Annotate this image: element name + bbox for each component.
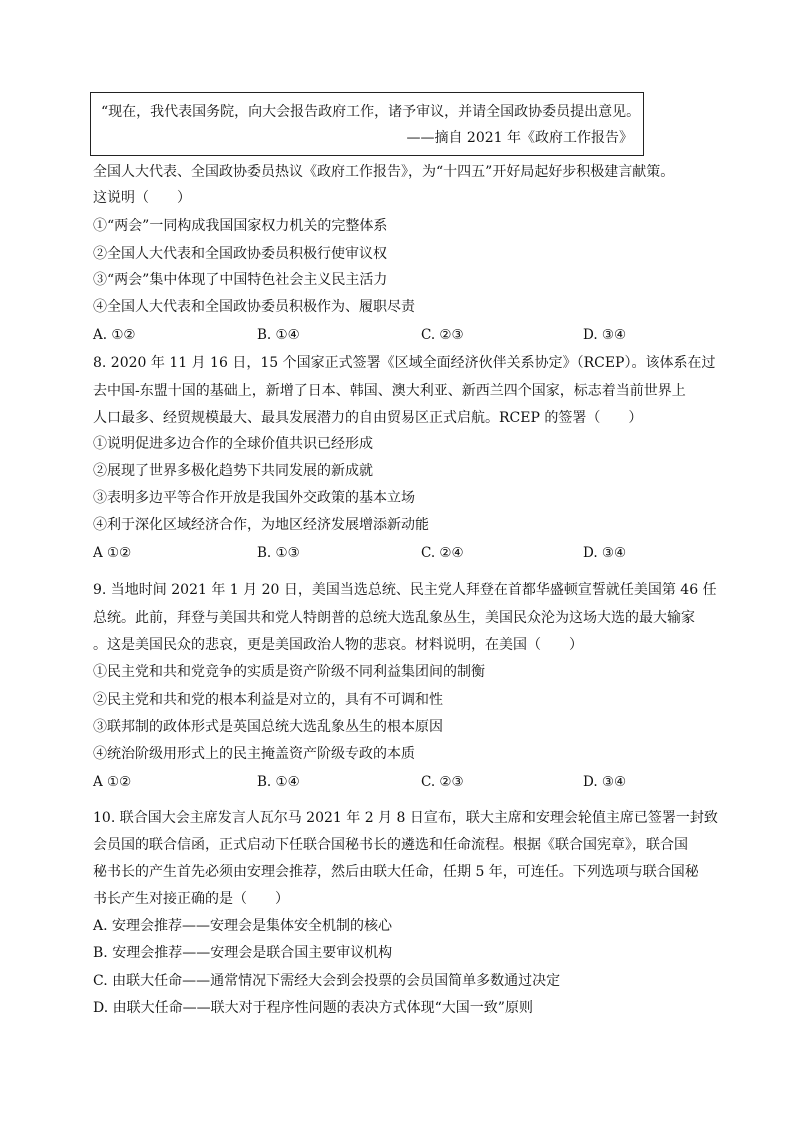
q9-statement-3: ③联邦制的政体形式是英国总统大选乱象丛生的根本原因: [93, 719, 443, 735]
q10-choice-b[interactable]: B. 安理会推荐——安理会是联合国主要审议机构: [93, 945, 393, 961]
quote-text: “现在，我代表国务院，向大会报告政府工作，诸予审议，并请全国政协委员提出意见。: [101, 104, 641, 120]
q8-option-b[interactable]: B. ①③: [257, 545, 300, 561]
q8-statement-1: ①说明促进多边合作的全球价值共识已经形成: [93, 436, 373, 452]
q10-choice-c[interactable]: C. 由联大任命——通常情况下需经大会到会投票的会员国简单多数通过决定: [93, 973, 561, 989]
q10-choice-d[interactable]: D. 由联大任命——联大对于程序性问题的表决方式体现“大国一致”原则: [93, 1000, 533, 1016]
q9-stem-line-1: 9. 当地时间 2021 年 1 月 20 日，美国当选总统、民主党人拜登在首都华盛顿宣誓就任美国第 46 任: [93, 582, 717, 598]
q8-stem-line-3: 人口最多、经贸规模最大、最具发展潜力的自由贸易区正式启航。RCEP 的签署（ ）: [93, 410, 643, 426]
q7-statement-2: ②全国人大代表和全国政协委员积极行使审议权: [93, 246, 387, 262]
q8-option-c[interactable]: C. ②④: [421, 545, 464, 561]
quote-source: ——摘自 2021 年《政府工作报告》: [406, 130, 633, 146]
q10-stem-line-1: 10. 联合国大会主席发言人瓦尔马 2021 年 2 月 8 日宣布，联大主席和安理会轮值主席已签署一封致: [93, 810, 718, 826]
q7-option-c[interactable]: C. ②③: [421, 327, 464, 343]
q7-option-d[interactable]: D. ③④: [583, 327, 627, 343]
q10-stem-line-2: 会员国的联合信函，正式启动下任联合国秘书长的遴选和任命流程。根据《联合国宪章》，联合国: [93, 837, 688, 853]
q8-statement-3: ③表明多边平等合作开放是我国外交政策的基本立场: [93, 490, 415, 506]
q7-statement-1: ①“两会”一同构成我国国家权力机关的完整体系: [93, 218, 388, 234]
q7-option-b[interactable]: B. ①④: [257, 327, 300, 343]
q7-stem-line-2: 这说明（ ）: [93, 190, 191, 206]
q9-statement-4: ④统治阶级用形式上的民主掩盖资产阶级专政的本质: [93, 746, 415, 762]
q9-stem-line-2: 总统。此前，拜登与美国共和党人特朗普的总统大选乱象丛生，美国民众沦为这场大选的最大输家: [93, 610, 695, 626]
quote-box: [90, 92, 644, 156]
q8-statement-4: ④利于深化区域经济合作，为地区经济发展增添新动能: [93, 517, 429, 533]
q9-statement-1: ①民主党和共和党竞争的实质是资产阶级不同利益集团间的制衡: [93, 664, 485, 680]
q8-option-a[interactable]: A ①②: [93, 545, 132, 561]
q8-stem-line-1: 8. 2020 年 11 月 16 日，15 个国家正式签署《区域全面经济伙伴关系协定》（RCEP）。该体系在过: [93, 355, 716, 371]
q9-stem-line-3: 。这是美国民众的悲哀，更是美国政治人物的悲哀。材料说明，在美国（ ）: [93, 637, 583, 653]
q9-option-d[interactable]: D. ③④: [583, 774, 627, 790]
q10-choice-a[interactable]: A. 安理会推荐——安理会是集体安全机制的核心: [93, 918, 393, 934]
q9-statement-2: ②民主党和共和党的根本利益是对立的，具有不可调和性: [93, 692, 443, 708]
q10-stem-line-3: 秘书长的产生首先必须由安理会推荐，然后由联大任命，任期 5 年，可连任。下列选项与联合国秘: [93, 864, 699, 880]
q8-statement-2: ②展现了世界多极化趋势下共同发展的新成就: [93, 463, 373, 479]
q9-option-c[interactable]: C. ②③: [421, 774, 464, 790]
q8-stem-line-2: 去中国-东盟十国的基础上，新增了日本、韩国、澳大利亚、新西兰四个国家，标志着当前世界上: [93, 383, 686, 399]
q7-stem-line-1: 全国人大代表、全国政协委员热议《政府工作报告》，为“十四五”开好局起好步积极建言献策。: [93, 164, 675, 180]
q7-statement-4: ④全国人大代表和全国政协委员积极作为、履职尽责: [93, 299, 415, 315]
q7-option-a[interactable]: A. ①②: [93, 327, 136, 343]
q8-option-d[interactable]: D. ③④: [583, 545, 627, 561]
q9-option-b[interactable]: B. ①④: [257, 774, 300, 790]
q9-option-a[interactable]: A ①②: [93, 774, 132, 790]
q10-stem-line-4: 书长产生对接正确的是（ ）: [93, 891, 289, 907]
q7-statement-3: ③“两会”集中体现了中国特色社会主义民主活力: [93, 272, 388, 288]
